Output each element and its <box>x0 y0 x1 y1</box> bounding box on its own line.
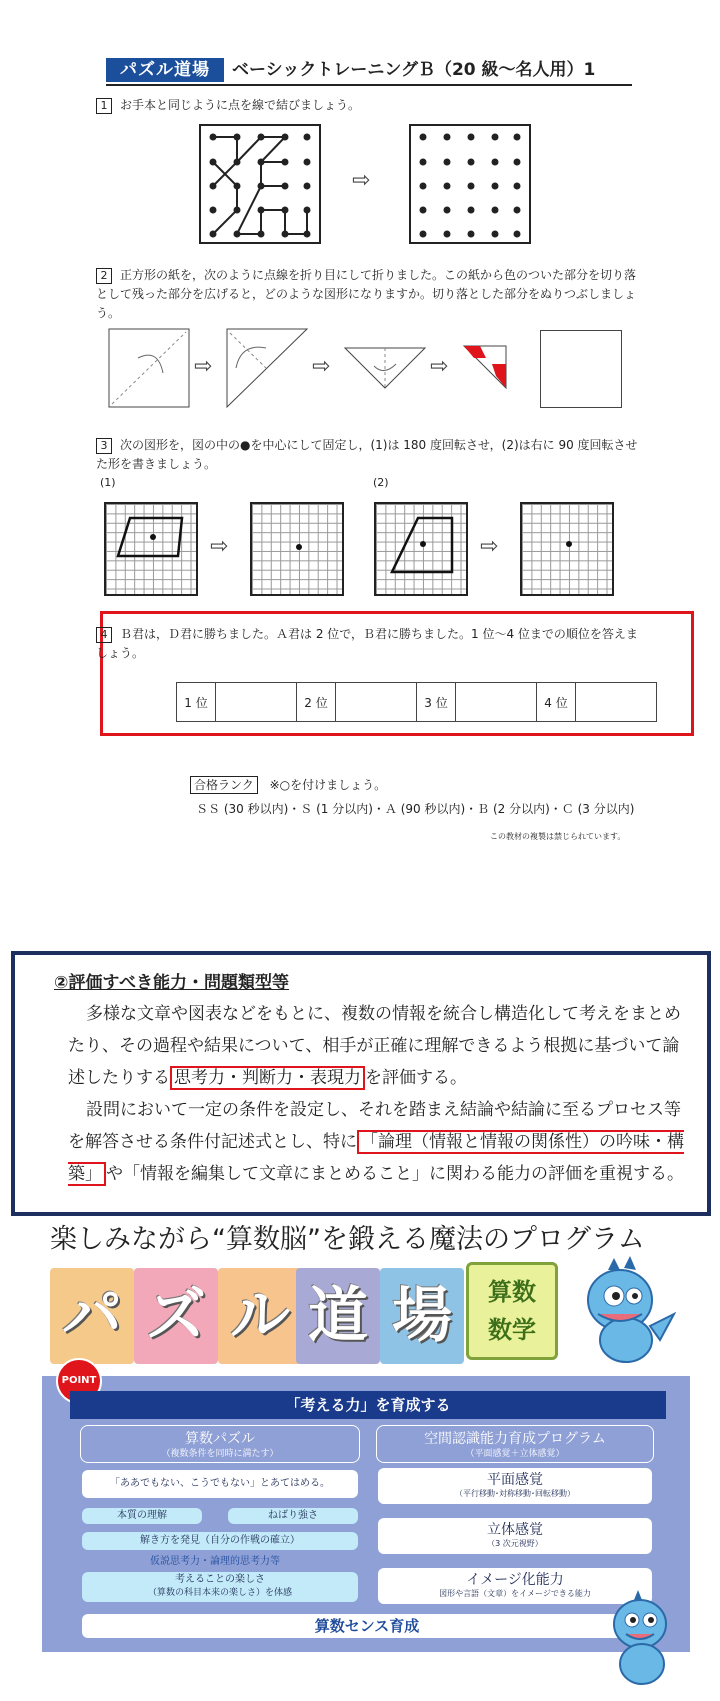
pass-rank-row <box>190 776 386 793</box>
evaluation-paragraph-2 <box>68 1094 694 1190</box>
question-3 <box>96 436 640 474</box>
logo-char-tile: パ <box>50 1268 134 1364</box>
left-step-4-text: 考えることの楽しさ <box>175 1574 265 1585</box>
p1-text-a: 多様な文章や図表などをもとに、複数の情報を統合し構造化して考えをまとめたり、その過程や結果について、相手が正確に理解できるよう根拠に基づいて論述したりする <box>68 1004 681 1088</box>
left-step-3-note: 仮説思考力・論理的思考力等 <box>150 1556 280 1567</box>
pass-rank-list: ＳＳ (30 秒以内)・Ｓ (1 分以内)・Ａ (90 秒以内)・Ｂ (2 分以内)・Ｃ (3 分以内) <box>196 802 635 816</box>
arrow-icon: ⇨ <box>352 168 371 193</box>
arrow-icon: ⇨ <box>194 354 213 379</box>
question-text: お手本と同じように点を線で結びましょう。 <box>120 98 361 112</box>
question-number: 1 <box>96 98 112 114</box>
p2-text-b: や「情報を編集して文章にまとめること」に関わる能力の評価を重視する。 <box>106 1164 684 1184</box>
promo-tagline: 楽しみながら“算数脳”を鍛える魔法のプログラム <box>50 1224 645 1255</box>
right-item-2 <box>378 1518 652 1554</box>
pass-rank-note: ※○を付けましょう。 <box>269 778 387 792</box>
rank-label: 2 位 <box>297 683 336 722</box>
right-subtitle: （平面感覚＋立体感覚） <box>465 1449 565 1459</box>
question-number: 4 <box>96 627 112 643</box>
grid-answer-1 <box>250 502 344 596</box>
right-item-2-sub: （3 次元視野） <box>487 1539 543 1548</box>
left-step-1: 「ああでもない、こうでもない」とあてはめる。 <box>82 1470 358 1498</box>
left-title: 算数パズル <box>185 1431 255 1447</box>
rank-answer-cell[interactable] <box>336 683 417 722</box>
worksheet-title: ベーシックトレーニングＢ（20 級〜名人用）1 <box>232 60 596 80</box>
paper-triangle <box>226 328 308 408</box>
p1-highlight: 思考力・判断力・表現力 <box>170 1066 365 1090</box>
right-item-1-title: 平面感覚 <box>487 1472 543 1488</box>
grid-answer-2 <box>520 502 614 596</box>
rank-answer-cell[interactable] <box>576 683 657 722</box>
right-item-1-sub: （平行移動･対称移動･回転移動） <box>455 1489 575 1498</box>
right-item-1 <box>378 1468 652 1504</box>
arrow-icon: ⇨ <box>312 354 331 379</box>
rank-label: 4 位 <box>537 683 576 722</box>
rank-answer-cell[interactable] <box>216 683 297 722</box>
logo-char-tile: ル <box>218 1268 302 1364</box>
copyright-note: この教材の複製は禁じられています。 <box>490 832 626 841</box>
left-subtitle: （複数条件を同時に満たす） <box>161 1449 279 1459</box>
left-column-title <box>80 1425 360 1463</box>
program-banner: 「考える力」を育成する <box>70 1391 666 1419</box>
answer-square <box>540 330 622 408</box>
pass-rank-label: 合格ランク <box>190 776 258 794</box>
grid-figure-1 <box>104 502 198 596</box>
rank-label: 1 位 <box>177 683 216 722</box>
rank-label: 3 位 <box>417 683 456 722</box>
paper-folded <box>344 344 426 394</box>
question-1 <box>96 96 360 115</box>
point-badge: POINT <box>56 1358 102 1404</box>
evaluation-heading: ②評価すべき能力・問題類型等 <box>54 973 290 993</box>
dinosaur-mascot-icon <box>568 1256 678 1366</box>
title-rule <box>106 84 632 86</box>
arrow-icon: ⇨ <box>480 534 499 559</box>
badge-line-1: 算数 <box>488 1278 536 1306</box>
p2-highlight: 「論理（情報と情報の関係性）の吟味・構築」 <box>68 1132 684 1184</box>
question-2 <box>96 266 640 323</box>
math-badge <box>466 1262 558 1360</box>
logo-char-tile: 場 <box>380 1268 464 1364</box>
question-text: 次の図形を，図の中の●を中心にして固定し，(1)は 180 度回転させ，(2)は右に 90 度回転させた形を書きましょう。 <box>96 438 638 471</box>
logo-char-tile: 道 <box>296 1268 380 1364</box>
puzzle-dojo-mini-logo: パズル道場 <box>106 58 224 82</box>
paper-square <box>108 328 190 408</box>
arrow-icon: ⇨ <box>210 534 229 559</box>
badge-line-2: 数学 <box>488 1316 536 1344</box>
part-1-label: (1) <box>100 476 116 489</box>
question-number: 2 <box>96 268 112 284</box>
question-number: 3 <box>96 438 112 454</box>
right-column-title <box>376 1425 654 1463</box>
grid-figure-2 <box>374 502 468 596</box>
right-title: 空間認識能力育成プログラム <box>424 1431 606 1447</box>
right-item-3-title: イメージ化能力 <box>466 1572 564 1588</box>
right-item-3-sub: 図形や言語（文章）をイメージできる能力 <box>439 1589 591 1598</box>
evaluation-paragraph-1 <box>68 998 694 1094</box>
left-step-4-sub: （算数の科目本来の楽しさ）を体感 <box>147 1588 292 1598</box>
left-step-4 <box>82 1572 358 1602</box>
p2-text-a: 設問において一定の条件を設定し、それを踏まえ結論や結論に至るプロセス等を解答させる条件付記述式とし、特に <box>68 1100 681 1152</box>
question-4 <box>96 625 640 663</box>
p1-text-b: を評価する。 <box>365 1068 467 1088</box>
question-text: Ｂ君は，Ｄ君に勝ちました。Ａ君は 2 位で，Ｂ君に勝ちました。1 位〜4 位までの順位を答えましょう。 <box>96 627 638 660</box>
rank-answer-table <box>176 682 657 722</box>
dinosaur-mascot-small-icon <box>600 1590 684 1690</box>
arrow-icon: ⇨ <box>430 354 449 379</box>
dot-pattern-example <box>199 124 321 244</box>
rank-answer-cell[interactable] <box>456 683 537 722</box>
cut-shape <box>462 344 508 390</box>
left-step-2a: 本質の理解 <box>82 1508 202 1524</box>
left-step-2b: ねばり強さ <box>228 1508 358 1524</box>
left-step-3: 解き方を発見（自分の作戦の確立） <box>82 1532 358 1550</box>
logo-char-tile: ズ <box>134 1268 218 1364</box>
question-text: 正方形の紙を，次のように点線を折り目にして折りました。この紙から色のついた部分を切り落として残った部分を広げると，どのような図形になりますか。切り落とした部分をぬりつぶしましょう。 <box>96 268 637 320</box>
part-2-label: (2) <box>373 476 389 489</box>
dot-grid-answer <box>409 124 531 244</box>
right-item-2-title: 立体感覚 <box>487 1522 543 1538</box>
program-footer: 算数センス育成 <box>82 1614 652 1638</box>
